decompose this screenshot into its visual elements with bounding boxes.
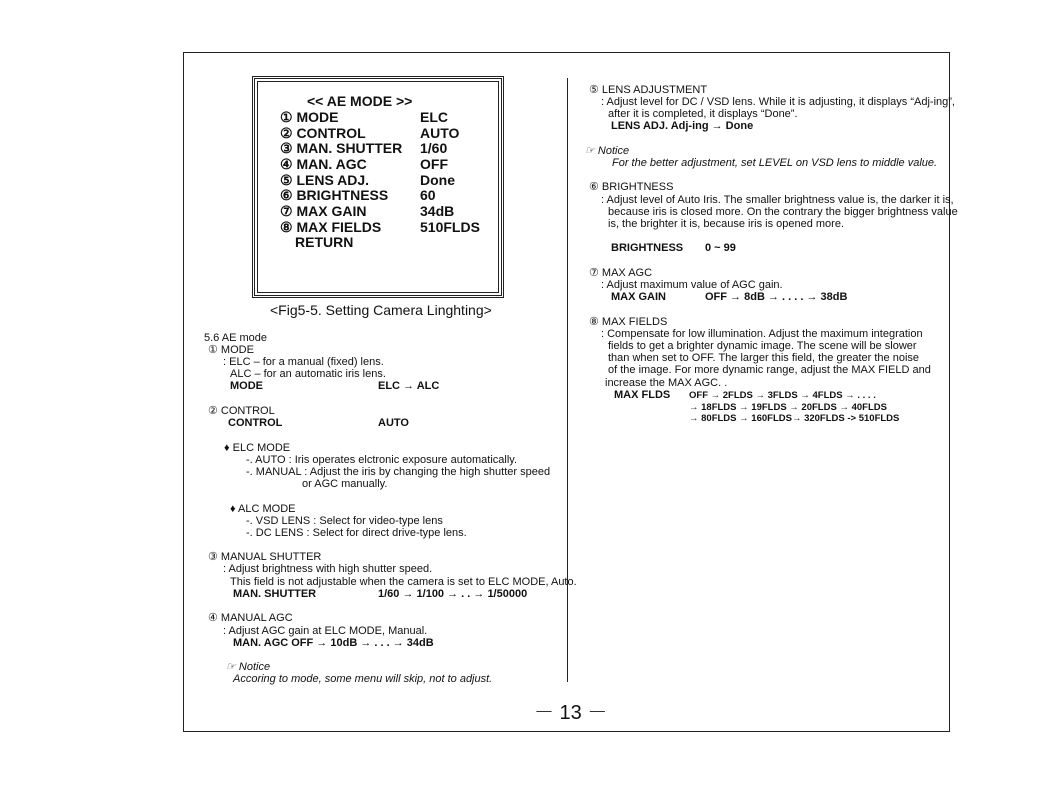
agc-text: : Adjust AGC gain at ELC MODE, Manual.	[223, 625, 428, 637]
brightness-heading: ⑥ BRIGHTNESS	[589, 181, 674, 193]
alc-mode-heading: ♦ ALC MODE	[230, 503, 296, 515]
max-agc-text: : Adjust maximum value of AGC gain.	[601, 279, 783, 291]
shutter-heading: ③ MANUAL SHUTTER	[208, 551, 322, 563]
alc-vsd-text: -. VSD LENS : Select for video-type lens	[246, 515, 443, 527]
agc-heading: ④ MANUAL AGC	[208, 612, 293, 624]
left-notice-text: Accoring to mode, some menu will skip, not to adjust.	[233, 673, 493, 685]
mode-elc-text: : ELC – for a manual (fixed) lens.	[223, 356, 384, 368]
mode-alc-text: ALC – for an automatic iris lens.	[230, 368, 386, 380]
shutter-value: 1/60 → 1/100 → . . → 1/50000	[378, 588, 528, 600]
menu-value: OFF	[420, 156, 448, 172]
max-fields-text-1: : Compensate for low illumination. Adjust the maximum integration	[601, 328, 923, 340]
max-fields-heading: ⑧ MAX FIELDS	[589, 316, 668, 328]
left-notice-heading: ☞ Notice	[226, 661, 271, 673]
elc-manual-text-2: or AGC manually.	[302, 478, 388, 490]
max-flds-value-1: OFF → 2FLDS → 3FLDS → 4FLDS → . . . .	[689, 390, 876, 401]
menu-row-agc	[280, 156, 500, 172]
shutter-text-1: : Adjust brightness with high shutter speed.	[223, 563, 433, 575]
brightness-text-3: is, the brighter it is, because iris is opened more.	[608, 218, 845, 230]
mode-value: ELC → ALC	[378, 380, 440, 392]
max-gain-value: OFF → 8dB → . . . . → 38dB	[705, 291, 848, 303]
menu-row-mode	[280, 109, 500, 125]
menu-row-lens	[280, 172, 500, 188]
elc-mode-heading: ♦ ELC MODE	[224, 442, 291, 454]
right-notice-heading: ☞ Notice	[585, 145, 630, 157]
menu-label: ⑦ MAX GAIN	[280, 203, 367, 219]
lens-text-1: : Adjust level for DC / VSD lens. While it is adjusting, it displays “Adj-ing”,	[601, 96, 955, 108]
section-title: 5.6 AE mode	[204, 332, 267, 344]
menu-label: ① MODE	[280, 109, 339, 125]
elc-manual-text: -. MANUAL : Adjust the iris by changing the high shutter speed	[246, 466, 551, 478]
menu-value: ELC	[420, 109, 448, 125]
mode-key: MODE	[230, 380, 263, 392]
mode-heading: ① MODE	[208, 344, 254, 356]
lens-heading: ⑤ LENS ADJUSTMENT	[589, 84, 708, 96]
elc-auto-text: -. AUTO : Iris operates elctronic exposure automatically.	[246, 454, 518, 466]
brightness-value: 0 ~ 99	[705, 242, 736, 254]
menu-row-control	[280, 125, 500, 141]
menu-label: ② CONTROL	[280, 125, 366, 141]
column-divider	[567, 78, 568, 682]
right-notice-text: For the better adjustment, set LEVEL on VSD lens to middle value.	[612, 157, 938, 169]
menu-value: 34dB	[420, 203, 455, 219]
menu-label: ④ MAN. AGC	[280, 156, 367, 172]
menu-value: AUTO	[420, 125, 460, 141]
alc-dc-text: -. DC LENS : Select for direct drive-type lens.	[246, 527, 467, 539]
page-number: － 13 －	[534, 702, 608, 724]
brightness-text-2: because iris is closed more. On the contrary the bigger brightness value	[608, 206, 958, 218]
lens-text-2: after it is completed, it displays “Done”.	[608, 108, 798, 120]
max-fields-text-2: fields to get a brighter dynamic image. The scene will be slower	[608, 340, 917, 352]
max-flds-value-2: → 18FLDS → 19FLDS → 20FLDS → 40FLDS	[689, 402, 887, 413]
menu-label: ③ MAN. SHUTTER	[280, 140, 403, 156]
figure-caption: <Fig5-5. Setting Camera Linghting>	[270, 302, 492, 318]
shutter-key: MAN. SHUTTER	[233, 588, 317, 600]
menu-value: 1/60	[420, 140, 448, 156]
control-heading: ② CONTROL	[208, 405, 275, 417]
shutter-text-2: This field is not adjustable when the camera is set to ELC MODE, Auto.	[230, 576, 577, 588]
agc-key: MAN. AGC OFF → 10dB → . . . → 34dB	[233, 637, 434, 649]
brightness-text-1: : Adjust level of Auto Iris. The smaller brightness value is, the darker it is,	[601, 194, 954, 206]
menu-row-shutter	[280, 140, 500, 156]
max-agc-heading: ⑦ MAX AGC	[589, 267, 653, 279]
menu-value: 60	[420, 187, 436, 203]
menu-value: Done	[420, 172, 455, 188]
max-fields-text-3: than when set to OFF. The larger this field, the greater the noise	[608, 352, 920, 364]
max-flds-value-3: → 80FLDS → 160FLDS→ 320FLDS -> 510FLDS	[689, 413, 900, 424]
max-fields-text-5: increase the MAX AGC. .	[605, 377, 728, 389]
menu-row-max-gain	[280, 203, 500, 219]
menu-row-max-fields	[280, 219, 500, 235]
menu-label: ⑥ BRIGHTNESS	[280, 187, 389, 203]
control-value: AUTO	[378, 417, 409, 429]
menu-row-brightness	[280, 187, 500, 203]
max-fields-text-4: of the image. For more dynamic range, adjust the MAX FIELD and	[608, 364, 931, 376]
control-key: CONTROL	[228, 417, 283, 429]
menu-value: 510FLDS	[420, 219, 480, 235]
menu-label: RETURN	[295, 234, 354, 250]
brightness-key: BRIGHTNESS	[611, 242, 684, 254]
lens-key: LENS ADJ. Adj-ing → Done	[611, 120, 754, 132]
menu-label: ⑤ LENS ADJ.	[280, 172, 370, 188]
menu-title: << AE MODE >>	[307, 93, 413, 109]
menu-label: ⑧ MAX FIELDS	[280, 219, 382, 235]
max-gain-key: MAX GAIN	[611, 291, 666, 303]
menu-row-return	[295, 234, 515, 250]
max-flds-key: MAX FLDS	[614, 389, 671, 401]
